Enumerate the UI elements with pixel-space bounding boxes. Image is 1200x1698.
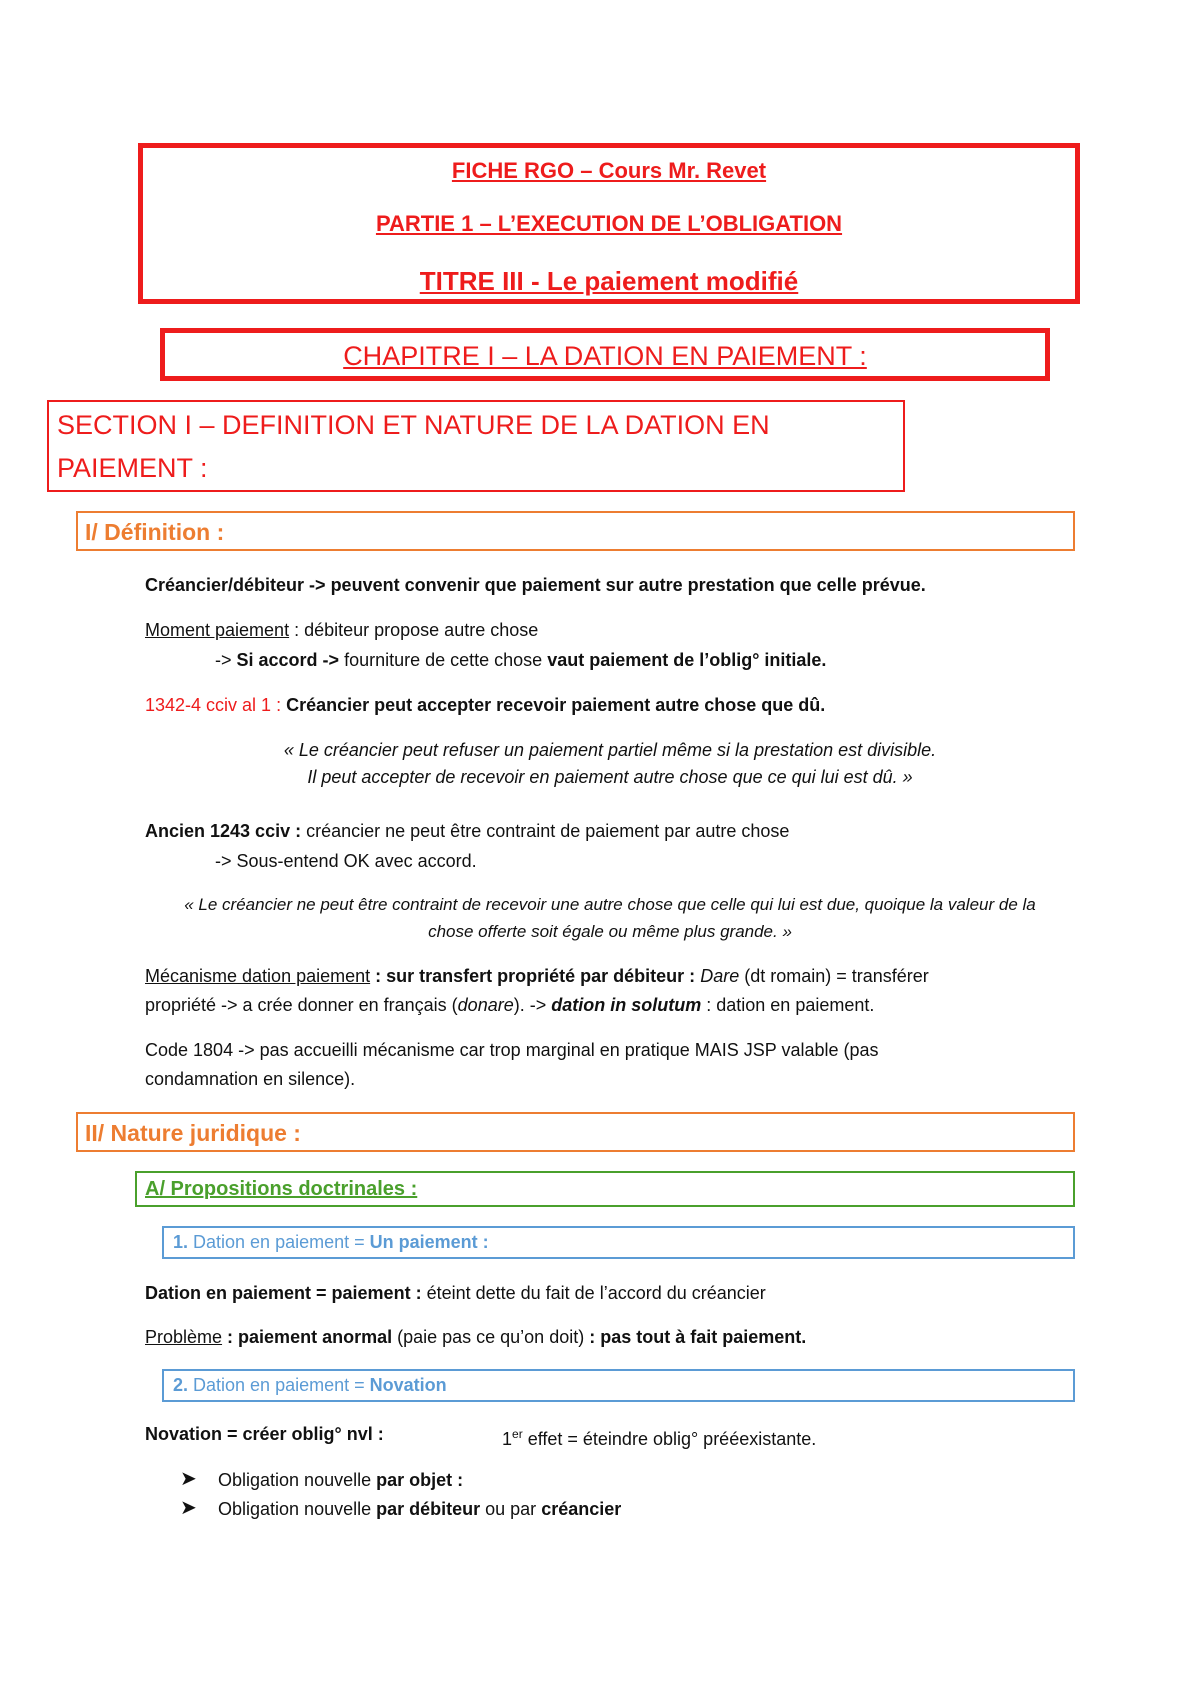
probleme-label: Problème [145,1327,223,1347]
paragraph-mecanisme-line2 [145,994,874,1016]
effet-number: 1 [502,1429,513,1449]
item-2-number: 2. [173,1375,189,1395]
item-1-number: 1. [173,1232,189,1252]
mecanisme-l2-a: propriété -> a crée donner en français ( [145,995,458,1015]
paragraph-creancier: Créancier/débiteur -> peuvent convenir que paiement sur autre prestation que celle prévue. [145,575,926,595]
item-1-heading [173,1231,489,1253]
article-ref: 1342-4 cciv al 1 : [145,695,282,715]
mecanisme-l2-b: ). -> [513,995,552,1015]
accord-prefix: -> [215,650,237,670]
section-title-line2: PAIEMENT : [57,453,208,483]
nature-heading: II/ Nature juridique : [85,1120,301,1146]
paragraph-code-line2: condamnation en silence). [145,1069,356,1089]
accord-bold: Si accord -> [236,650,340,670]
bullet-arrow-icon: ➤ [180,1468,197,1490]
paragraph-dation-paiement [145,1282,766,1304]
item-2-bold: Novation [369,1375,447,1395]
paragraph-probleme [145,1326,806,1348]
header-part: PARTIE 1 – L’EXECUTION DE L’OBLIGATION [375,211,843,236]
definition-heading: I/ Définition : [85,519,225,545]
mecanisme-l2-c: : dation en paiement. [706,995,875,1015]
paragraph-accord [215,649,826,671]
bullet-arrow-icon: ➤ [180,1497,197,1519]
effet-superscript: er [512,1427,523,1441]
header-titre: TITRE III - Le paiement modifié [419,266,799,296]
bullet-2-c: ou par [480,1499,542,1519]
ancien-text: créancier ne peut être contraint de paiement par autre chose [301,821,790,841]
bullet-2-d: créancier [541,1499,622,1519]
item-1-text: Dation en paiement = [188,1232,370,1252]
paragraph-effet [502,1423,816,1450]
mecanisme-dation: dation in solutum [551,995,707,1015]
paragraph-ancien [145,820,789,842]
section-title-line1: SECTION I – DEFINITION ET NATURE DE LA DATION EN [57,410,770,440]
probleme-mid: (paie pas ce qu’on doit) [392,1327,590,1347]
probleme-bold2: : pas tout à fait paiement. [589,1327,807,1347]
dation-bold: Dation en paiement = paiement : [145,1283,422,1303]
dation-rest: éteint dette du fait de l’accord du créancier [421,1283,766,1303]
mecanisme-rest: (dt romain) = transférer [739,966,929,986]
accord-mid: fourniture de cette chose [339,650,548,670]
item-1-bold: Un paiement : [369,1232,489,1252]
bullet-1-b: par objet : [376,1470,464,1490]
quote-2-line1: « Le créancier ne peut être contraint de recevoir une autre chose que celle qui lui est due, quoique la valeur de la [184,895,1036,914]
paragraph-mecanisme-line1 [145,965,929,987]
quote-2-line2: chose offerte soit égale ou même plus grande. » [428,922,792,941]
probleme-bold: : paiement anormal [222,1327,393,1347]
ancien-ref: Ancien 1243 cciv : [145,821,302,841]
paragraph-sous-entend: -> Sous-entend OK avec accord. [215,851,477,871]
paragraph-moment [145,619,538,641]
bullet-1-a: Obligation nouvelle [218,1470,377,1490]
mecanisme-bold: : sur transfert propriété par débiteur : [370,966,696,986]
mecanisme-dare: Dare [695,966,740,986]
effet-text: effet = éteindre oblig° prééexistante. [522,1429,817,1449]
bullet-2-a: Obligation nouvelle [218,1499,377,1519]
bullet-item-2 [218,1498,621,1520]
bullet-2-b: par débiteur [376,1499,481,1519]
article-text: Créancier peut accepter recevoir paiement autre chose que dû. [281,695,826,715]
paragraph-article [145,694,825,716]
propositions-heading: A/ Propositions doctrinales : [145,1178,418,1200]
bullet-item-1 [218,1469,463,1491]
accord-bold2: vaut paiement de l’oblig° initiale. [547,650,827,670]
moment-text: : débiteur propose autre chose [289,620,539,640]
item-2-heading [173,1374,447,1396]
moment-label: Moment paiement [145,620,290,640]
paragraph-code-line1: Code 1804 -> pas accueilli mécanisme car trop marginal en pratique MAIS JSP valable (pas [145,1040,879,1060]
paragraph-novation: Novation = créer oblig° nvl : [145,1424,384,1444]
item-2-text: Dation en paiement = [188,1375,370,1395]
mecanisme-label: Mécanisme dation paiement [145,966,371,986]
chapter-title: CHAPITRE I – LA DATION EN PAIEMENT : [343,341,867,371]
quote-1-line1: « Le créancier peut refuser un paiement partiel même si la prestation est divisible. [283,740,937,760]
definition-heading-box [76,511,1075,551]
quote-1-line2: Il peut accepter de recevoir en paiement autre chose que ce qui lui est dû. » [307,767,913,787]
mecanisme-donare: donare [457,995,514,1015]
header-title: FICHE RGO – Cours Mr. Revet [451,158,767,183]
